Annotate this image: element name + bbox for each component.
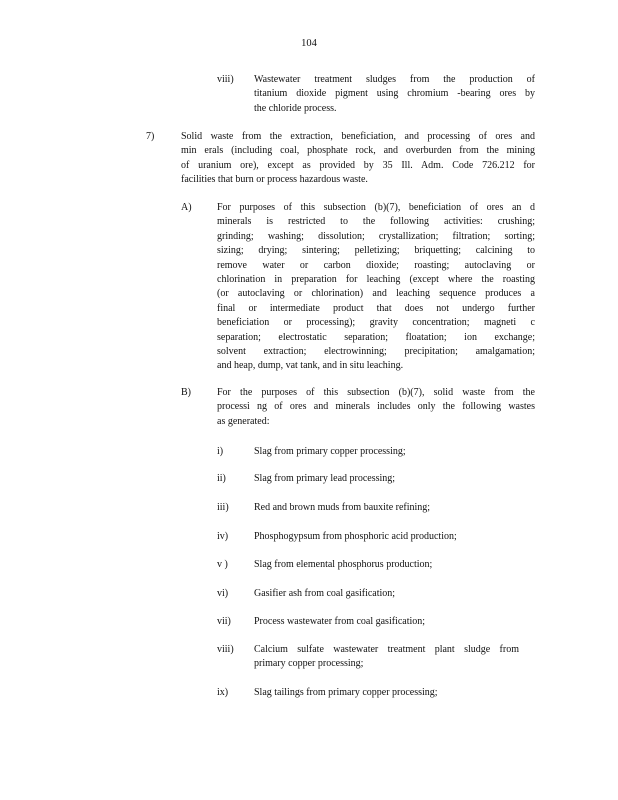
subsection-label: A) <box>181 202 192 213</box>
text-line: titanium dioxide pigment using chromium -bearing ores by <box>254 88 535 100</box>
item-label: viii) <box>217 74 234 85</box>
text-line: Gasifier ash from coal gasification; <box>254 588 396 599</box>
item-label: v ) <box>217 559 228 570</box>
text-line: facilities that burn or process hazardous waste. <box>181 174 368 186</box>
text-line: Process wastewater from coal gasification; <box>254 616 426 627</box>
text-line: Red and brown muds from bauxite refining; <box>254 502 431 513</box>
subsection-b <box>181 386 538 430</box>
text-line: grinding; washing; dissolution; crystallization; filtration; sorting; <box>217 230 535 242</box>
item-label: iv) <box>217 531 229 542</box>
text-line: primary copper processing; <box>254 658 364 670</box>
item-viii-titanium <box>217 73 537 117</box>
subsection-label: B) <box>181 387 191 398</box>
item-label: ix) <box>217 687 229 698</box>
waste-item-vii <box>217 615 537 631</box>
text-line: minerals is restricted to the following activities: crushing; <box>217 216 535 228</box>
waste-item-i <box>217 445 537 461</box>
text-line: separation; electrostatic separation; floatation; ion exchange; <box>217 331 535 343</box>
waste-item-viii <box>217 643 537 673</box>
text-line: For purposes of this subsection (b)(7), beneficiation of ores an d <box>217 202 535 213</box>
waste-item-vi <box>217 587 537 603</box>
waste-item-ix <box>217 686 537 702</box>
text-line: Slag from primary lead processing; <box>254 473 396 484</box>
text-line: as generated: <box>217 415 270 427</box>
page-number: 104 <box>301 38 317 49</box>
section-7 <box>146 130 538 190</box>
text-line: Slag tailings from primary copper processing; <box>254 687 438 698</box>
text-line: solvent extraction; electrowinning; precipitation; amalgamation; <box>217 346 535 358</box>
text-line: sizing; drying; sintering; pelletizing; briquetting; calcining to <box>217 245 535 257</box>
item-label: vii) <box>217 616 231 627</box>
text-line: min erals (including coal, phosphate rock, and overburden from the mining <box>181 145 535 157</box>
text-line: Slag from primary copper processing; <box>254 446 406 457</box>
text-line: Solid waste from the extraction, beneficiation, and processing of ores and <box>181 131 535 142</box>
text-line: remove water or carbon dioxide; roasting; autoclaving or <box>217 259 535 271</box>
text-line: Wastewater treatment sludges from the production of <box>254 74 535 85</box>
waste-item-iv <box>217 530 537 546</box>
text-line: Calcium sulfate wastewater treatment plant sludge from <box>254 644 519 655</box>
text-line: Slag from elemental phosphorus production; <box>254 559 433 570</box>
section-label: 7) <box>146 131 155 142</box>
waste-item-v <box>217 558 537 574</box>
waste-item-ii <box>217 472 537 488</box>
item-label: iii) <box>217 502 229 513</box>
text-line: beneficiation or processing); gravity concentration; magneti c <box>217 317 535 329</box>
item-label: i) <box>217 446 224 457</box>
text-line: of uranium ore), except as provided by 35 Ill. Adm. Code 726.212 for <box>181 159 535 171</box>
text-line: chlorination in preparation for leaching (except where the roasting <box>217 274 535 286</box>
text-line: processi ng of ores and minerals includes only the following wastes <box>217 401 535 413</box>
text-line: For the purposes of this subsection (b)(7), solid waste from the <box>217 387 535 398</box>
waste-item-iii <box>217 501 537 517</box>
text-line: final or intermediate product that does not undergo further <box>217 302 535 314</box>
text-line: (or autoclaving or chlorination) and leaching sequence produces a <box>217 288 535 300</box>
subsection-a <box>181 201 538 375</box>
item-label: vi) <box>217 588 229 599</box>
text-line: Phosphogypsum from phosphoric acid production; <box>254 531 457 542</box>
text-line: the chloride process. <box>254 102 337 114</box>
item-label: viii) <box>217 644 234 655</box>
text-line: and heap, dump, vat tank, and in situ leaching. <box>217 360 404 372</box>
item-label: ii) <box>217 473 226 484</box>
